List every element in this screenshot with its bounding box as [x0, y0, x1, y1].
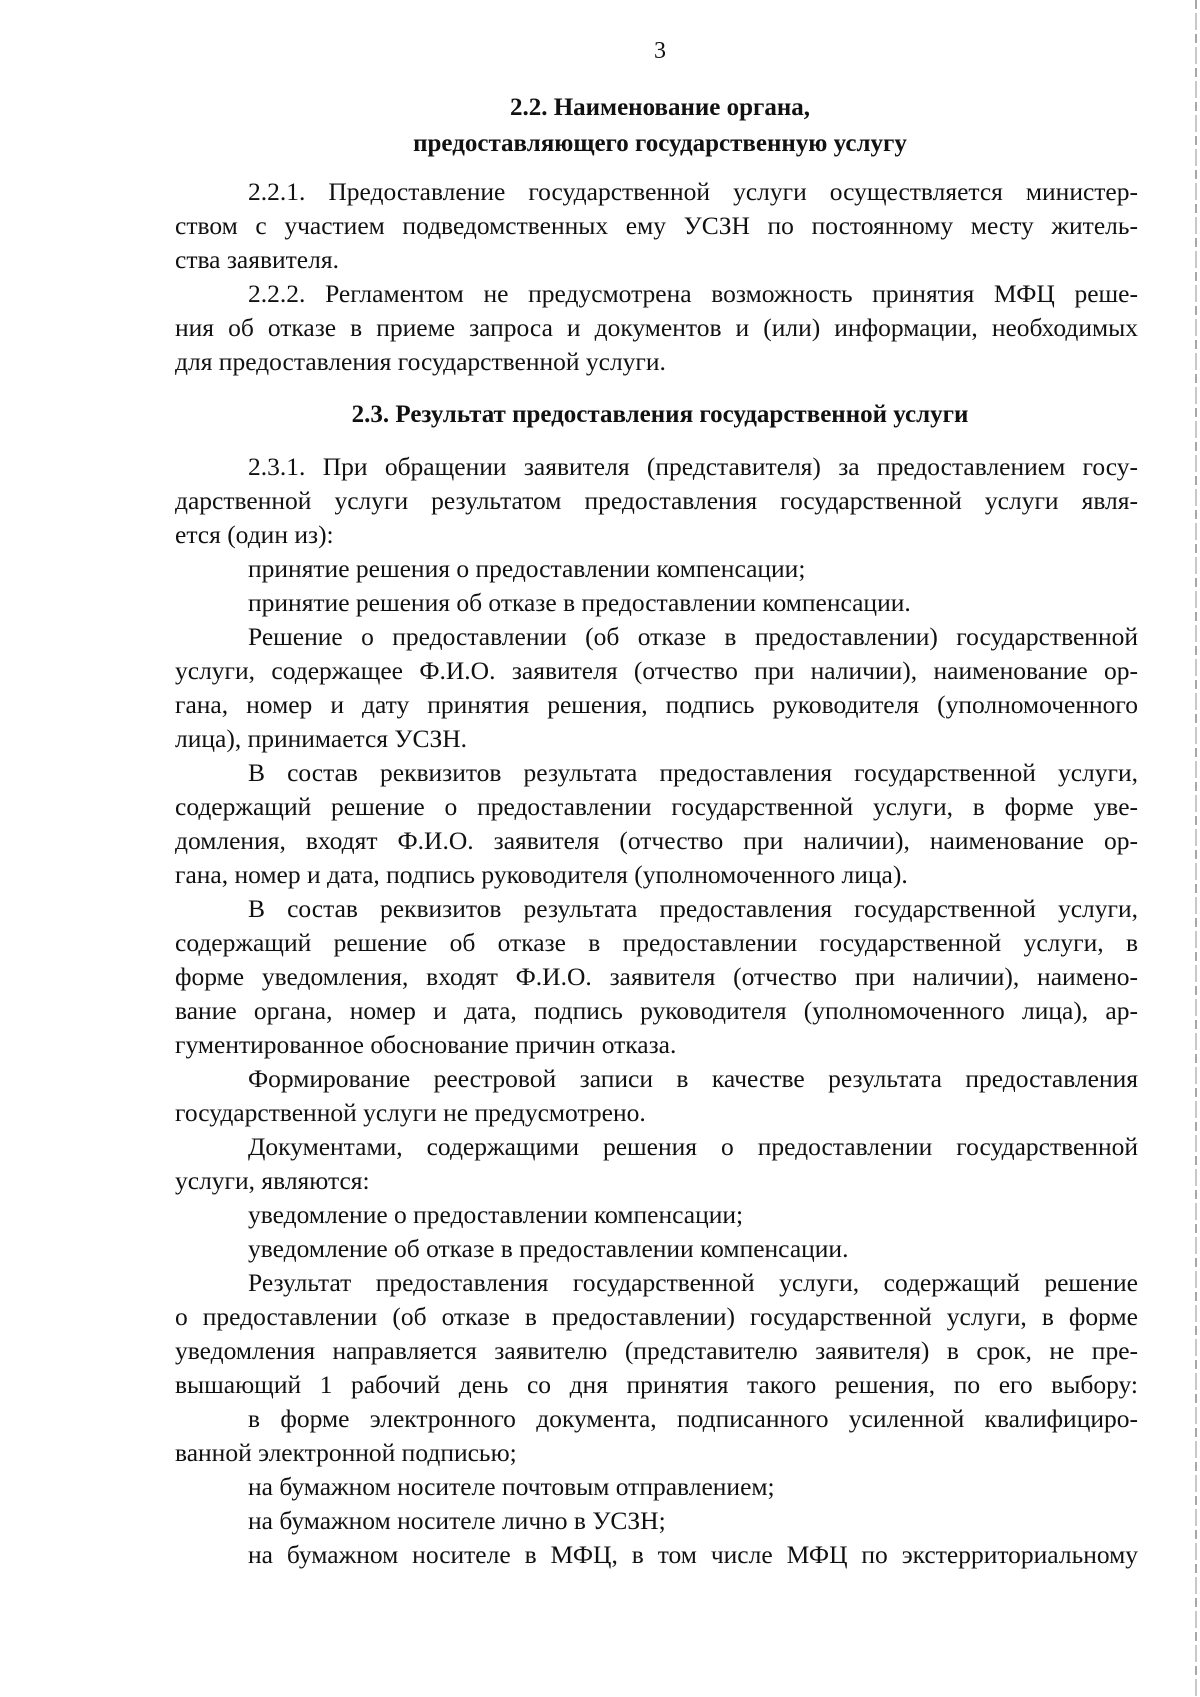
section-2-3-title: 2.3. Результат предоставления государственной услуги	[351, 401, 969, 428]
paragraph-line: ством с участием подведомственных ему УСЗН по постоянному месту житель-	[175, 211, 1138, 240]
paragraph-line: гана, номер и дату принятия решения, подпись руководителя (уполномоченного	[175, 690, 1138, 719]
paragraph-line: В состав реквизитов результата предоставления государственной услуги,	[248, 894, 1138, 923]
paragraph-line: услуги, содержащее Ф.И.О. заявителя (отчество при наличии), наименование ор-	[175, 656, 1138, 685]
paragraph-line: для предоставления государственной услуги.	[175, 347, 666, 376]
paragraph-line: Решение о предоставлении (об отказе в предоставлении) государственной	[248, 622, 1138, 651]
paragraph-line: 2.2.2. Регламентом не предусмотрена возможность принятия МФЦ реше-	[248, 279, 1138, 308]
paragraph-line: 2.3.1. При обращении заявителя (представителя) за предоставлением госу-	[248, 452, 1138, 481]
paragraph-line: дарственной услуги результатом предоставления государственной услуги явля-	[175, 486, 1138, 515]
paragraph-line: домления, входят Ф.И.О. заявителя (отчество при наличии), наименование ор-	[175, 826, 1138, 855]
paragraph-line: вание органа, номер и дата, подпись руководителя (уполномоченного лица), ар-	[175, 996, 1138, 1025]
list-item: на бумажном носителе в МФЦ, в том числе МФЦ по экстерриториальному	[248, 1540, 1138, 1569]
section-2-2-title-line1: 2.2. Наименование органа,	[509, 94, 811, 121]
paragraph-line: 2.2.1. Предоставление государственной услуги осуществляется министер-	[248, 177, 1138, 206]
paragraph-line: ется (один из):	[175, 520, 334, 549]
paragraph-line: форме уведомления, входят Ф.И.О. заявителя (отчество при наличии), наимено-	[175, 962, 1138, 991]
paragraph-line: Результат предоставления государственной услуги, содержащий решение	[248, 1268, 1138, 1297]
list-item: на бумажном носителе лично в УСЗН;	[248, 1506, 666, 1535]
paragraph-line: ванной электронной подписью;	[175, 1438, 517, 1467]
paragraph-line: лица), принимается УСЗН.	[175, 724, 468, 753]
paragraph-line: гументированное обоснование причин отказа.	[175, 1030, 677, 1059]
scan-edge-artifact	[1195, 0, 1197, 1697]
paragraph-line: государственной услуги не предусмотрено.	[175, 1098, 646, 1127]
paragraph-line: в форме электронного документа, подписанного усиленной квалифициро-	[248, 1404, 1138, 1433]
paragraph-line: В состав реквизитов результата предоставления государственной услуги,	[248, 758, 1138, 787]
paragraph-line: содержащий решение о предоставлении государственной услуги, в форме уве-	[175, 792, 1138, 821]
paragraph-line: Документами, содержащими решения о предоставлении государственной	[248, 1132, 1138, 1161]
page-number: 3	[654, 38, 666, 64]
paragraph-line: Формирование реестровой записи в качестве результата предоставления	[248, 1064, 1138, 1093]
list-item: уведомление о предоставлении компенсации;	[248, 1200, 744, 1229]
section-2-2-title-line2: предоставляющего государственную услугу	[413, 130, 907, 157]
paragraph-line: ства заявителя.	[175, 245, 339, 274]
paragraph-line: ния об отказе в приеме запроса и документов и (или) информации, необходимых	[175, 313, 1138, 342]
paragraph-line: содержащий решение об отказе в предоставлении государственной услуги, в	[175, 928, 1138, 957]
paragraph-line: вышающий 1 рабочий день со дня принятия такого решения, по его выбору:	[175, 1370, 1138, 1399]
list-item: принятие решения об отказе в предоставлении компенсации.	[248, 588, 911, 617]
list-item: принятие решения о предоставлении компенсации;	[248, 554, 806, 583]
list-item: уведомление об отказе в предоставлении компенсации.	[248, 1234, 849, 1263]
paragraph-line: о предоставлении (об отказе в предоставлении) государственной услуги, в форме	[175, 1302, 1138, 1331]
paragraph-line: гана, номер и дата, подпись руководителя (уполномоченного лица).	[175, 860, 908, 889]
paragraph-line: уведомления направляется заявителю (представителю заявителя) в срок, не пре-	[175, 1336, 1138, 1365]
list-item: на бумажном носителе почтовым отправлением;	[248, 1472, 775, 1501]
paragraph-line: услуги, являются:	[175, 1166, 370, 1195]
